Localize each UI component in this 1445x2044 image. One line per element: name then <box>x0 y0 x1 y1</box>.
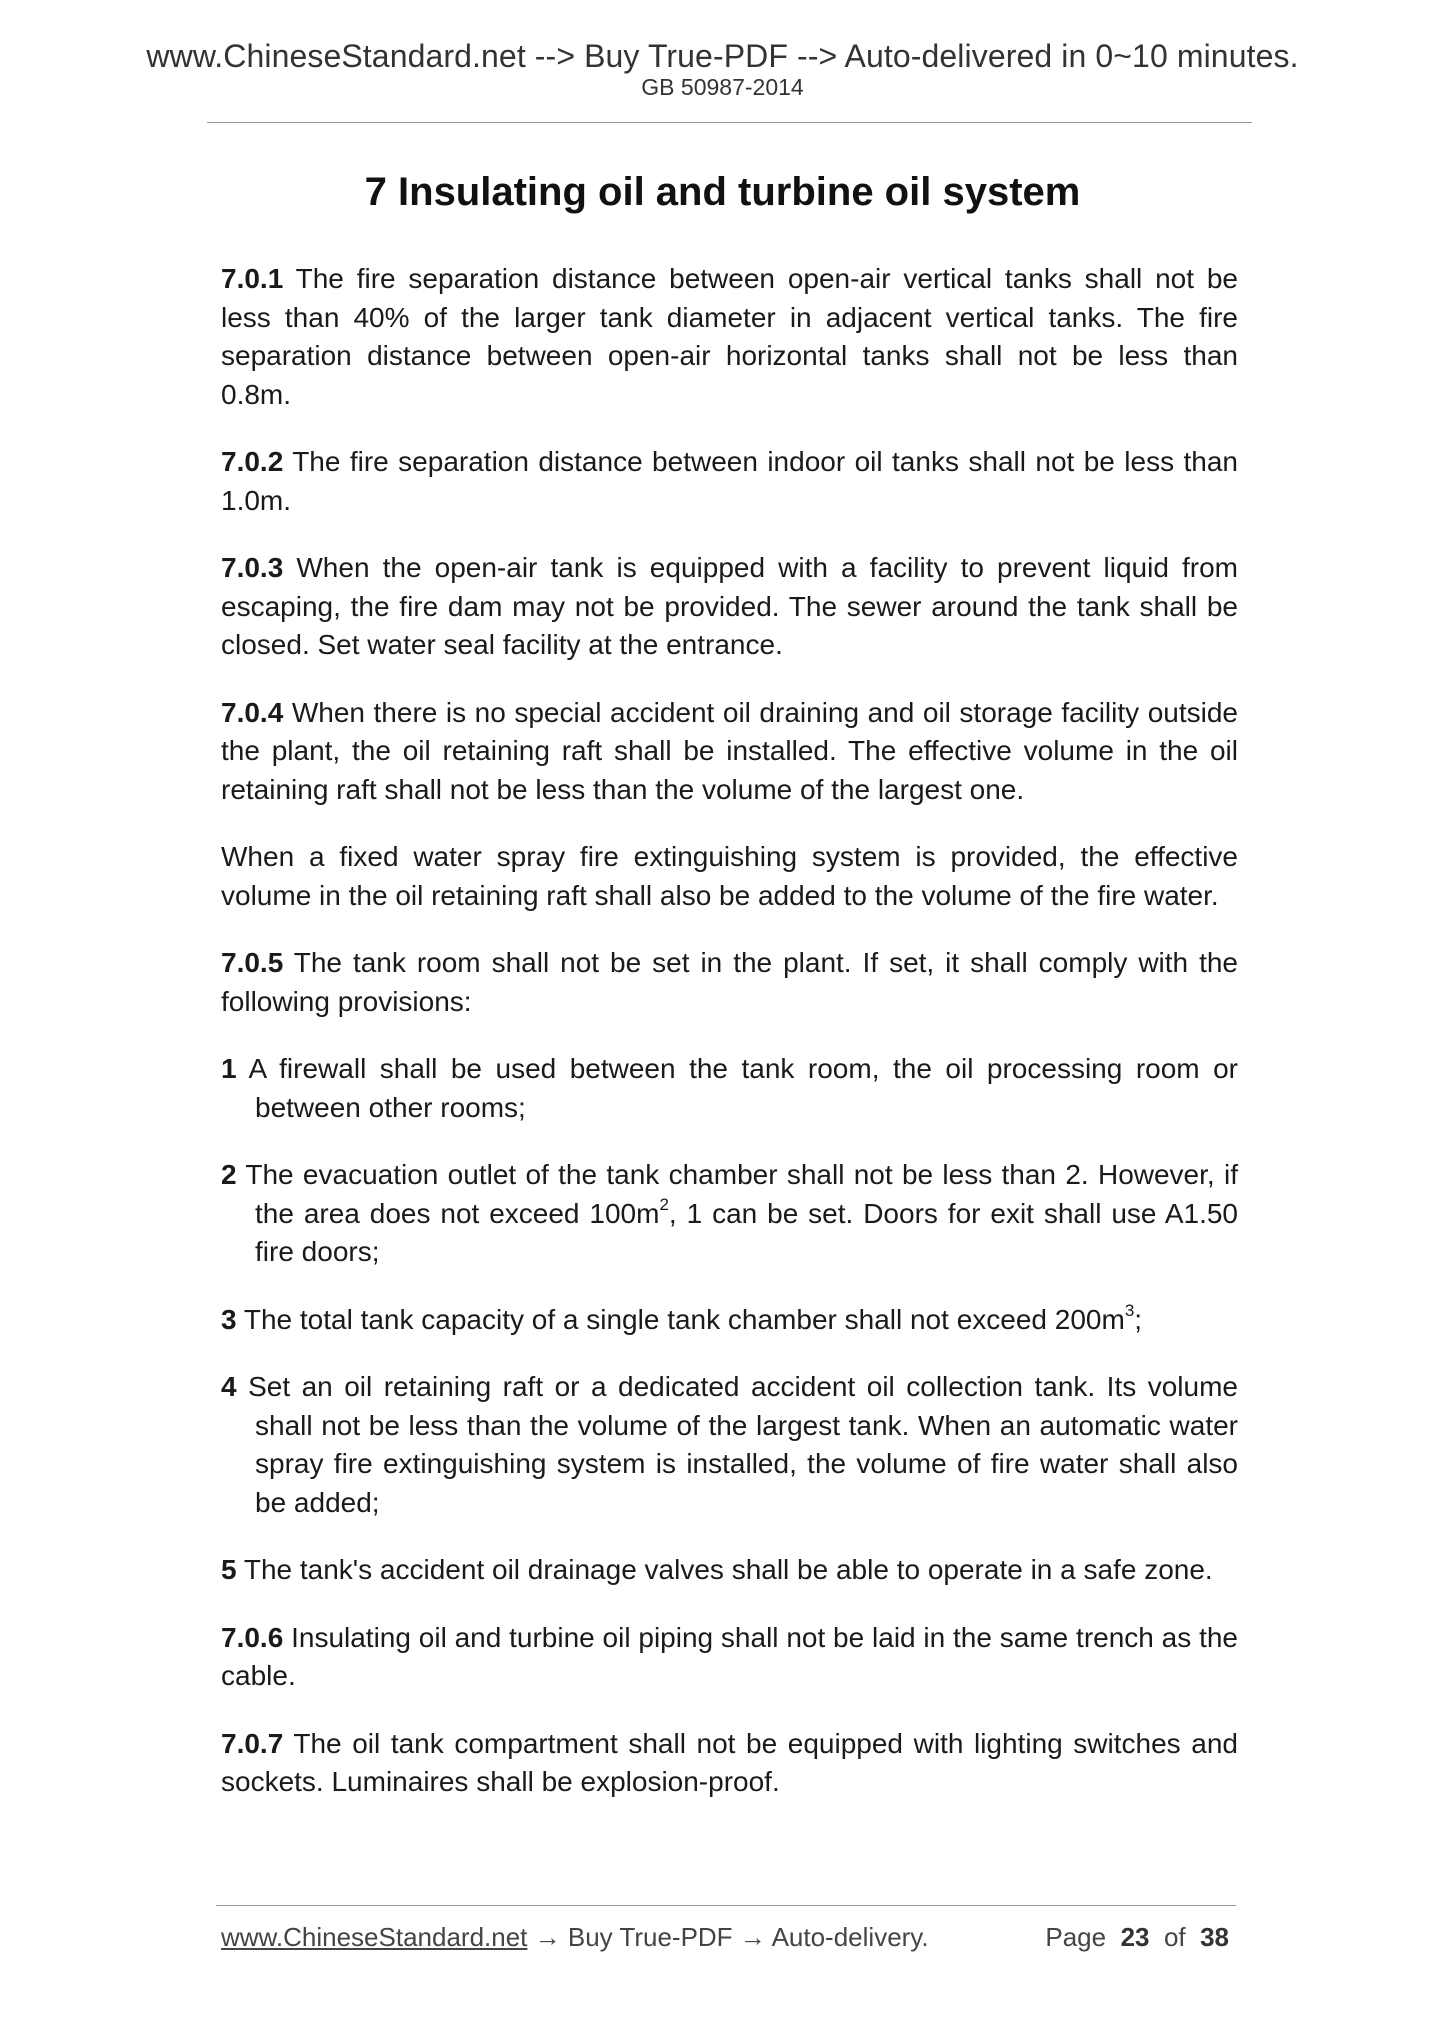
page-number: 23 <box>1120 1922 1150 1952</box>
item-text: A firewall shall be used between the tank room, the oil processing room or between other rooms; <box>236 1053 1238 1123</box>
clause-text: The fire separation distance between indoor oil tanks shall not be less than 1.0m. <box>221 446 1238 516</box>
header-divider <box>207 122 1252 123</box>
item-text: The evacuation outlet of the tank chamber shall not be less than 2. However, if the area does not exceed 100m <box>236 1159 1238 1229</box>
superscript: 3 <box>1124 1301 1135 1321</box>
clause-7-0-4-continued <box>221 838 1238 915</box>
clause-7-0-7 <box>221 1725 1238 1802</box>
clause-number: 7.0.5 <box>221 947 284 978</box>
item-text: , 1 can be set. Doors for exit shall use A1.50 fire doors; <box>255 1197 1238 1267</box>
item-number: 2 <box>221 1159 237 1190</box>
clause-7-0-3 <box>221 549 1238 665</box>
clause-number: 7.0.4 <box>221 696 284 728</box>
footer-promo-text: → Buy True-PDF → Auto-delivery. <box>527 1922 929 1952</box>
item-number: 5 <box>221 1554 237 1585</box>
list-item-3 <box>221 1301 1238 1340</box>
document-body <box>221 260 1238 1831</box>
list-item-2 <box>221 1156 1238 1272</box>
list-item-5 <box>221 1551 1238 1590</box>
clause-text: The fire separation distance between open-air vertical tanks shall not be less than 40% of the larger tank diameter in adjacent vertical tanks. The fire separation distance between open-air horizontal tanks shall not be less than 0.8m. <box>221 263 1238 410</box>
document-code: GB 50987-2014 <box>641 74 804 100</box>
clause-7-0-5 <box>221 944 1238 1021</box>
list-item-1 <box>221 1050 1238 1127</box>
clause-7-0-4 <box>221 694 1238 810</box>
footer-website-link[interactable]: www.ChineseStandard.net <box>221 1922 528 1952</box>
item-text: ; <box>1134 1303 1143 1335</box>
item-text: Set an oil retaining raft or a dedicated accident oil collection tank. Its volume shall not be less than the volume of the largest tank. When an automatic water spray fire extinguishing system is installed, the volume of fire water shall also be added; <box>236 1371 1238 1518</box>
clause-7-0-6 <box>221 1619 1238 1696</box>
page-total: 38 <box>1200 1922 1229 1952</box>
page-label: Page <box>1045 1922 1107 1952</box>
superscript: 2 <box>659 1195 669 1215</box>
item-number: 4 <box>221 1371 237 1402</box>
page-indicator <box>1045 1922 1229 1953</box>
clause-text: The oil tank compartment shall not be equipped with lighting switches and sockets. Luminaires shall be explosion-proof. <box>221 1727 1238 1797</box>
item-text: The total tank capacity of a single tank chamber shall not exceed 200m <box>236 1303 1125 1335</box>
of-label: of <box>1163 1922 1186 1952</box>
item-number: 3 <box>221 1303 237 1335</box>
clause-text: When there is no special accident oil draining and oil storage facility outside the plant, the oil retaining raft shall be installed. The effective volume in the oil retaining raft shall not be less than the volume of the largest one. <box>221 696 1238 805</box>
footer-divider <box>216 1905 1236 1906</box>
item-number: 1 <box>221 1053 237 1084</box>
section-title: 7 Insulating oil and turbine oil system <box>364 170 1081 214</box>
clause-text: When the open-air tank is equipped with a facility to prevent liquid from escaping, the fire dam may not be provided. The sewer around the tank shall be closed. Set water seal facility at the entrance. <box>221 552 1238 660</box>
top-banner: www.ChineseStandard.net --> Buy True-PDF --> Auto-delivered in 0~10 minutes. <box>146 38 1299 74</box>
clause-7-0-1 <box>221 260 1238 414</box>
footer-promo <box>221 1922 929 1953</box>
clause-number: 7.0.3 <box>221 552 284 583</box>
clause-text: Insulating oil and turbine oil piping shall not be laid in the same trench as the cable. <box>221 1621 1238 1691</box>
clause-number: 7.0.2 <box>221 446 284 477</box>
item-text: The tank's accident oil drainage valves shall be able to operate in a safe zone. <box>236 1554 1213 1585</box>
clause-number: 7.0.7 <box>221 1727 284 1759</box>
clause-text: The tank room shall not be set in the plant. If set, it shall comply with the following provisions: <box>221 947 1238 1017</box>
clause-text: When a fixed water spray fire extinguishing system is provided, the effective volume in the oil retaining raft shall also be added to the volume of the fire water. <box>221 841 1238 911</box>
clause-7-0-2 <box>221 443 1238 520</box>
list-item-4 <box>221 1368 1238 1522</box>
clause-number: 7.0.1 <box>221 263 284 294</box>
clause-number: 7.0.6 <box>221 1621 284 1653</box>
